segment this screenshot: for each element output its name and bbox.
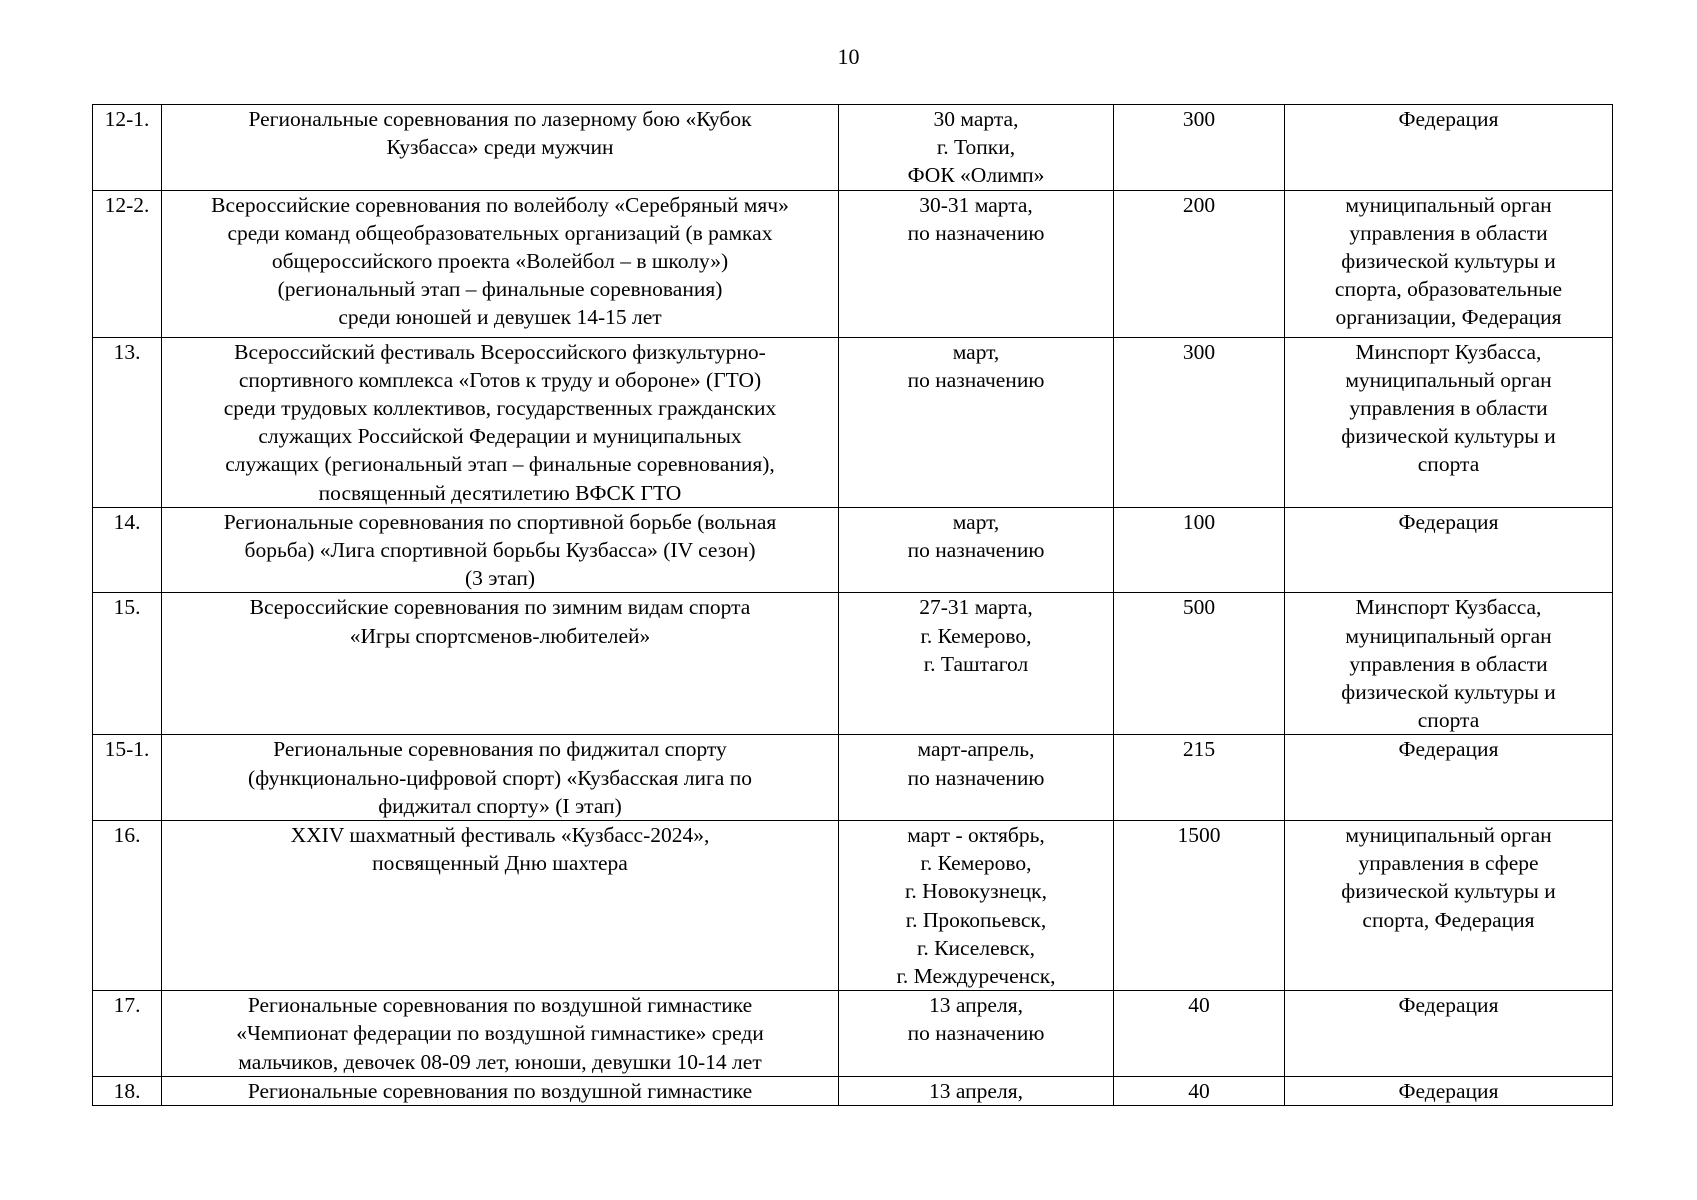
event-date-place-line: 13 апреля, [929,1078,1023,1103]
event-name-line: среди команд общеобразовательных организаций (в рамках [227,220,773,245]
event-name-line: (функционально-цифровой спорт) «Кузбасская лига по [248,765,752,790]
event-organizer-line: спорта [1417,708,1480,733]
row-number-cell [93,105,162,191]
event-organizer-line: физической культуры и [1341,424,1556,449]
event-date-place-line: по назначению [907,765,1045,790]
event-organizer-line: физической культуры и [1341,249,1556,274]
event-date-place-line: март, [952,339,1000,364]
participants-count-cell [1114,735,1285,821]
event-organizer-line: муниципальный орган [1345,367,1552,392]
table-row [93,337,1613,507]
row-number-cell [93,190,162,337]
table-row [93,593,1613,735]
event-date-place-line: по назначению [907,367,1045,392]
event-organizer-cell [1285,593,1613,735]
participants-count: 200 [1182,192,1216,217]
event-date-place-cell [839,991,1114,1077]
participants-count: 300 [1182,339,1216,364]
participants-count-cell [1114,593,1285,735]
event-date-place-line: г. Таштагол [923,651,1029,676]
event-organizer-line: Минспорт Кузбасса, [1355,339,1542,364]
event-name-line: XXIV шахматный фестиваль «Кузбасс-2024», [290,823,710,848]
row-number: 15. [113,595,141,620]
table-row [93,507,1613,593]
page-number: 10 [837,44,860,69]
participants-count-cell [1114,821,1285,991]
event-organizer-cell [1285,735,1613,821]
event-name-line: посвященный Дню шахтера [372,851,628,876]
event-name-line: (региональный этап – финальные соревнования) [277,277,723,302]
event-name-line: Региональные соревнования по фиджитал спорту [273,737,727,762]
event-organizer-cell [1285,337,1613,507]
event-date-place-line: г. Междуреченск, [896,964,1056,989]
event-organizer-line: спорта, Федерация [1362,907,1535,932]
event-name-line: Региональные соревнования по лазерному бою «Кубок [248,107,752,131]
event-name-line: служащих Российской Федерации и муниципальных [258,424,742,449]
event-date-place-line: по назначению [907,1021,1045,1046]
row-number: 18. [113,1078,141,1103]
event-name-line: (3 этап) [464,566,536,591]
event-date-place-line: 30-31 марта, [919,192,1033,217]
event-date-place-cell [839,105,1114,191]
table-row [93,1076,1613,1105]
event-name-line: Региональные соревнования по воздушной гимнастике [247,993,753,1018]
event-date-place-line: март-апрель, [917,737,1035,762]
event-organizer-line: управления в области [1349,220,1548,245]
event-organizer-line: Минспорт Кузбасса, [1355,595,1542,620]
event-organizer-line: Федерация [1398,737,1499,762]
participants-count: 1500 [1177,823,1221,848]
row-number: 15-1. [104,737,150,762]
event-name-line: Всероссийский фестиваль Всероссийского физкультурно- [234,339,766,364]
event-organizer-line: муниципальный орган [1345,823,1552,848]
event-date-place-line: г. Кемерово, [920,623,1032,648]
event-name-line: мальчиков, девочек 08-09 лет, юноши, девушки 10-14 лет [238,1049,762,1074]
event-organizer-cell [1285,105,1613,191]
row-number-cell [93,735,162,821]
event-organizer-line: спорта [1417,452,1480,477]
event-name-line: «Чемпионат федерации по воздушной гимнастике» среди [236,1021,764,1046]
event-organizer-line: физической культуры и [1341,680,1556,705]
row-number: 12-2. [104,192,150,217]
event-name-line: фиджитал спорту» (I этап) [378,793,622,818]
event-name-cell [162,190,839,337]
row-number-cell [93,337,162,507]
row-number: 14. [113,509,141,534]
table-row [93,991,1613,1077]
event-name-cell [162,337,839,507]
participants-count-cell [1114,1076,1285,1105]
event-organizer-line: организации, Федерация [1335,305,1562,330]
participants-count: 500 [1182,595,1216,620]
event-organizer-line: физической культуры и [1341,879,1556,904]
event-name-cell [162,507,839,593]
participants-count: 300 [1182,107,1216,131]
row-number-cell [93,507,162,593]
event-name-line: служащих (региональный этап – финальные соревнования), [225,452,775,477]
participants-count: 40 [1188,1078,1210,1103]
event-name-line: Всероссийские соревнования по волейболу «Серебряный мяч» [211,192,789,217]
event-name-cell [162,105,839,191]
event-date-place-line: г. Кемерово, [920,851,1032,876]
event-date-place-cell [839,735,1114,821]
event-date-place-line: ФОК «Олимп» [907,163,1045,188]
event-date-place-line: г. Прокопьевск, [905,907,1047,932]
event-organizer-cell [1285,821,1613,991]
event-organizer-line: Федерация [1398,107,1499,131]
events-table [92,104,1613,1106]
event-date-place-line: г. Новокузнецк, [905,879,1047,904]
event-organizer-cell [1285,1076,1613,1105]
event-name-line: «Игры спортсменов-любителей» [349,623,651,648]
table-row [93,190,1613,337]
event-date-place-line: по назначению [907,538,1045,563]
event-name-line: Кузбасса» среди мужчин [386,135,614,160]
participants-count-cell [1114,190,1285,337]
event-organizer-cell [1285,507,1613,593]
event-date-place-line: март - октябрь, [907,823,1045,848]
event-date-place-cell [839,507,1114,593]
participants-count: 40 [1188,993,1210,1018]
event-organizer-line: муниципальный орган [1345,192,1552,217]
row-number-cell [93,1076,162,1105]
participants-count-cell [1114,105,1285,191]
event-name-line: Региональные соревнования по спортивной борьбе (вольная [223,509,777,534]
event-date-place-cell [839,1076,1114,1105]
event-name-line: посвященный десятилетию ВФСК ГТО [318,480,682,505]
participants-count-cell [1114,507,1285,593]
row-number-cell [93,593,162,735]
event-organizer-line: муниципальный орган [1345,623,1552,648]
event-date-place-cell [839,593,1114,735]
event-date-place-line: по назначению [907,220,1045,245]
event-date-place-line: март, [952,509,1000,534]
event-date-place-line: г. Топки, [936,135,1016,160]
event-organizer-line: управления в области [1349,396,1548,421]
event-name-line: общероссийского проекта «Волейбол – в школу») [271,249,729,274]
participants-count-cell [1114,991,1285,1077]
row-number-cell [93,991,162,1077]
table-row [93,821,1613,991]
row-number-cell [93,821,162,991]
event-name-cell [162,1076,839,1105]
event-date-place-cell [839,821,1114,991]
row-number: 12-1. [104,107,150,131]
event-name-line: Всероссийские соревнования по зимним видам спорта [249,595,751,620]
event-organizer-cell [1285,190,1613,337]
event-organizer-line: Федерация [1398,509,1499,534]
event-name-cell [162,991,839,1077]
event-name-line: среди юношей и девушек 14-15 лет [338,305,662,330]
event-name-line: среди трудовых коллективов, государственных гражданских [223,396,777,421]
event-organizer-line: управления в области [1349,651,1548,676]
row-number: 17. [113,993,141,1018]
table-row [93,735,1613,821]
event-name-line: Региональные соревнования по воздушной гимнастике [247,1078,753,1103]
row-number: 16. [113,823,141,848]
event-organizer-line: Федерация [1398,1078,1499,1103]
event-name-cell [162,593,839,735]
event-date-place-line: 27-31 марта, [919,595,1033,620]
participants-count: 215 [1182,737,1216,762]
table-row [93,105,1613,191]
event-date-place-line: г. Киселевск, [917,935,1035,960]
event-date-place-cell [839,190,1114,337]
participants-count: 100 [1182,509,1216,534]
row-number: 13. [113,339,141,364]
event-organizer-line: управления в сфере [1358,851,1539,876]
event-name-line: спортивного комплекса «Готов к труду и обороне» (ГТО) [238,367,762,392]
event-date-place-line: 13 апреля, [929,993,1023,1018]
event-date-place-line: 30 марта, [933,107,1019,131]
event-organizer-line: Федерация [1398,993,1499,1018]
event-organizer-line: спорта, образовательные [1334,277,1563,302]
event-date-place-cell [839,337,1114,507]
event-name-line: борьба) «Лига спортивной борьбы Кузбасса» (IV сезон) [244,538,756,563]
event-name-cell [162,821,839,991]
event-organizer-cell [1285,991,1613,1077]
event-name-cell [162,735,839,821]
participants-count-cell [1114,337,1285,507]
